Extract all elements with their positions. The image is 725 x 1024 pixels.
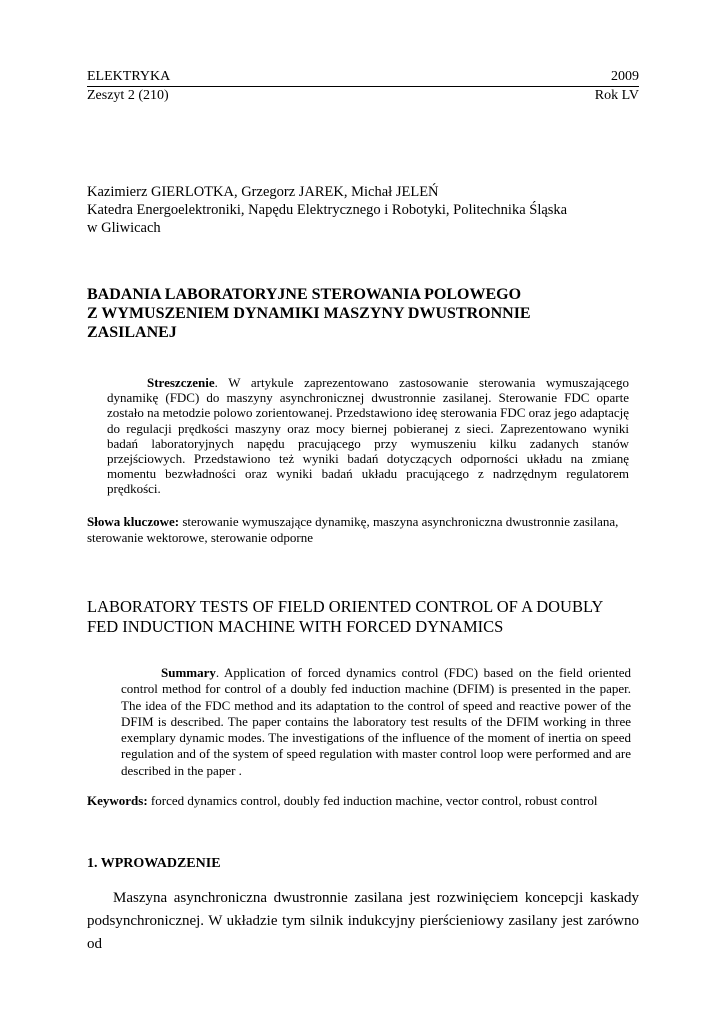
journal-header [87, 69, 639, 87]
abstract-pl-text: . W artykule zaprezentowano zastosowanie sterowania wymuszającego dynamikę (FDC) do maszyny asynchronicznej dwustronnie zasilanej. Sterowanie FDC oparte zostało na metodzie polowo zorientowanej. Przedstawiono ideę sterowania FDC oraz jego adaptację do regulacji prędkości maszyny oraz mocy biernej pobieranej z sieci. Zaprezentowano wyniki badań laboratoryjnych napędu pracującego przy wymuszeniu kilku zadanych stanów przejściowych. Przedstawiono też wyniki badań dotyczących odporności układu na zmianę momentu bezwładności oraz wyniki badań układu pracującego z nadrzędnym regulatorem prędkości. [107, 375, 629, 497]
journal-year: 2009 [611, 69, 639, 84]
title-en-line: LABORATORY TESTS OF FIELD ORIENTED CONTROL OF A DOUBLY [87, 597, 604, 616]
section-body [87, 887, 639, 956]
journal-name: ELEKTRYKA [87, 69, 171, 84]
authors-block [87, 183, 647, 237]
abstract-pl-label: Streszczenie [147, 375, 215, 390]
affiliation-city: w Gliwicach [87, 220, 161, 236]
title-pl-line: Z WYMUSZENIEM DYNAMIKI MASZYNY DWUSTRONNIE [87, 305, 531, 322]
affiliation-line: Katedra Energoelektroniki, Napędu Elektrycznego i Robotyki, Politechnika Śląska [87, 202, 568, 218]
title-pl-line: BADANIA LABORATORYJNE STEROWANIA POLOWEGO [87, 286, 522, 303]
issue-number: Zeszyt 2 (210) [87, 88, 169, 103]
author-names: Kazimierz GIERLOTKA, Grzegorz JAREK, Michał JELEŃ [87, 184, 439, 200]
abstract-polish [107, 375, 629, 497]
abstract-en-text: . Application of forced dynamics control (FDC) based on the field oriented control method for control of a doubly fed induction machine (DFIM) is presented in the paper. The idea of the FDC method and its adaptation to the control of speed and reactive power of the DFIM is described. The paper contains the laboratory test results of the DFIM working in three exemplary dynamic modes. The investigations of the influence of the moment of inertia on speed regulation and of the system of speed regulation with master control loop were performed and are described in the paper . [121, 665, 631, 778]
abstract-en-label: Summary [161, 665, 216, 680]
keywords-pl-text: sterowanie wymuszające dynamikę, maszyna asynchroniczna dwustronnie zasilana, sterowanie wektorowe, sterowanie odporne [87, 514, 619, 545]
keywords-english [87, 793, 647, 809]
volume-number: Rok LV [594, 88, 639, 103]
section-heading: 1. WPROWADZENIE [87, 856, 221, 871]
abstract-english [121, 665, 631, 779]
title-polish [87, 285, 647, 342]
section-body-text: Maszyna asynchroniczna dwustronnie zasilana jest rozwinięciem koncepcji kaskady podsynchronicznej. W układzie tym silnik indukcyjny pierścieniowy zasilany jest zarówno od [87, 890, 639, 952]
keywords-en-text: forced dynamics control, doubly fed induction machine, vector control, robust control [147, 793, 598, 808]
title-english [87, 597, 647, 637]
keywords-en-label: Keywords: [87, 793, 148, 808]
title-pl-line: ZASILANEJ [87, 324, 177, 341]
title-en-line: FED INDUCTION MACHINE WITH FORCED DYNAMICS [87, 617, 504, 636]
keywords-pl-label: Słowa kluczowe: [87, 514, 180, 529]
keywords-polish [87, 514, 647, 545]
